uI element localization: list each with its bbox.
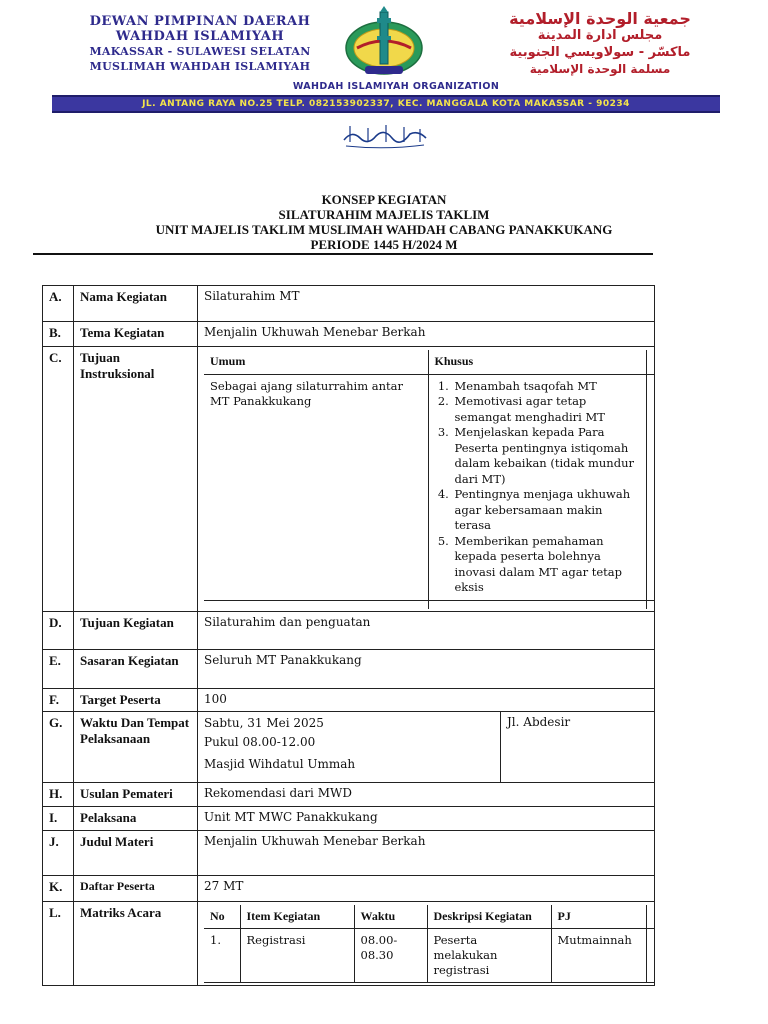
cell-item: Registrasi [240,928,354,982]
spacer-cell [646,600,654,609]
letterhead-right-arabic [490,10,710,78]
tujuan-inner-cell [198,347,655,612]
wahdah-logo-icon [343,6,425,82]
spacer-cell [646,905,654,929]
row-value: Rekomendasi dari MWD [198,782,655,806]
row-key: Tujuan Kegiatan [74,611,198,649]
khusus-item: 5. Memberikan pemahaman kepada peserta bolehnya inovasi dalam MT agar tetap eksis [453,534,640,596]
tujuan-inner-table [204,350,654,609]
row-letter: I. [43,806,74,830]
row-letter: E. [43,649,74,688]
row-letter: G. [43,711,74,782]
arabic-line-4: مسلمة الوحدة الإسلامية [529,62,671,76]
row-target-peserta [43,688,655,711]
address-text: JL. ANTANG RAYA NO.25 TELP. 082153902337, KEC. MANGGALA KOTA MAKASSAR - 90234 [142,99,630,109]
row-letter: F. [43,688,74,711]
umum-header: Umum [204,350,428,374]
row-value: Unit MT MWC Panakkukang [198,806,655,830]
row-letter: C. [43,347,74,612]
spacer-cell [646,350,654,374]
event-time: Pukul 08.00-12.00 [204,734,316,749]
row-letter: K. [43,875,74,901]
row-key: Judul Materi [74,830,198,875]
row-value: Menjalin Ukhuwah Menebar Berkah [198,830,655,875]
letterhead-left [70,14,330,74]
arabic-line-2: مجلس ادارة المدينة [537,28,663,43]
event-date: Sabtu, 31 Mei 2025 [204,715,324,730]
row-key: Nama Kegiatan [74,286,198,322]
event-place: Masjid Wihdatul Ummah [204,756,356,771]
document-title [40,192,728,252]
row-letter: B. [43,322,74,347]
matriks-acara-table [204,905,654,983]
khusus-list [435,379,640,596]
title-line-1: KONSEP KEGIATAN [321,192,447,207]
title-line-4: PERIODE 1445 H/2024 M [310,237,458,252]
spacer-cell [204,600,428,609]
row-key: Tema Kegiatan [74,322,198,347]
khusus-item: 1. Menambah tsaqofah MT [453,379,640,395]
letterhead-line-4: MUSLIMAH WAHDAH ISLAMIYAH [89,60,311,73]
row-judul-materi [43,830,655,875]
col-header-waktu: Waktu [354,905,427,929]
khusus-header: Khusus [428,350,646,374]
row-key: Target Peserta [74,688,198,711]
waktu-tempat-details [198,711,501,782]
col-header-pj: PJ [551,905,646,929]
row-tema-kegiatan [43,322,655,347]
row-key: Usulan Pemateri [74,782,198,806]
khusus-item: 3. Menjelaskan kepada Para Peserta pentingnya istiqomah dalam kebaikan (tidak mundur dari MT) [453,425,640,487]
row-letter: A. [43,286,74,322]
row-letter: J. [43,830,74,875]
tujuan-body-row [204,374,654,600]
khusus-list-cell [428,374,646,600]
logo-org-caption: WAHDAH ISLAMIYAH ORGANIZATION [292,81,500,92]
matriks-header-row [204,905,654,929]
concept-table [42,285,655,986]
khusus-item: 2. Memotivasi agar tetap semangat menghadiri MT [453,394,640,425]
cell-waktu: 08.00-08.30 [354,928,427,982]
letterhead-line-3: MAKASSAR - SULAWESI SELATAN [89,45,311,58]
table-row [204,928,654,982]
title-line-2: SILATURAHIM MAJELIS TAKLIM [278,207,490,222]
row-key: Sasaran Kegiatan [74,649,198,688]
row-key: Tujuan Instruksional [74,347,198,612]
col-header-deskripsi: Deskripsi Kegiatan [427,905,551,929]
row-value: Menjalin Ukhuwah Menebar Berkah [198,322,655,347]
title-line-3: UNIT MAJELIS TAKLIM MUSLIMAH WAHDAH CABANG PANAKKUKANG [155,222,613,237]
row-matriks-acara [43,901,655,985]
spacer-cell [428,600,646,609]
event-address: Jl. Abdesir [501,711,655,782]
row-key: Matriks Acara [74,901,198,985]
row-value: Silaturahim MT [198,286,655,322]
cell-pj: Mutmainnah [551,928,646,982]
row-usulan-pemateri [43,782,655,806]
matriks-cell [198,901,655,985]
cell-no: 1. [204,928,240,982]
row-waktu-tempat [43,711,655,782]
row-key: Waktu Dan Tempat Pelaksanaan [74,711,198,782]
row-tujuan-kegiatan [43,611,655,649]
tujuan-footer-row [204,600,654,609]
tujuan-header-row [204,350,654,374]
row-pelaksana [43,806,655,830]
row-key: Pelaksana [74,806,198,830]
row-letter: H. [43,782,74,806]
letterhead-line-1: DEWAN PIMPINAN DAERAH [89,14,311,29]
row-tujuan-instruksional [43,347,655,612]
umum-text: Sebagai ajang silaturrahim antar MT Panakkukang [204,374,428,600]
col-header-item: Item Kegiatan [240,905,354,929]
row-sasaran-kegiatan [43,649,655,688]
row-letter: L. [43,901,74,985]
spacer-cell [646,374,654,600]
spacer-cell [646,928,654,982]
row-letter: D. [43,611,74,649]
row-daftar-peserta [43,875,655,901]
row-nama-kegiatan [43,286,655,322]
row-value: Silaturahim dan penguatan [198,611,655,649]
letterhead-line-2: WAHDAH ISLAMIYAH [115,29,285,44]
khusus-item: 4. Pentingnya menjaga ukhuwah agar kebersamaan makin terasa [453,487,640,534]
basmala-calligraphy-icon [340,120,430,150]
row-value: 100 [198,688,655,711]
title-underline [33,253,653,255]
arabic-line-1: جمعية الوحدة الإسلامية [509,9,691,28]
address-band [52,95,720,113]
row-value: 27 MT [198,875,655,901]
cell-deskripsi: Peserta melakukan registrasi [427,928,551,982]
row-key: Daftar Peserta [74,875,198,901]
row-value: Seluruh MT Panakkukang [198,649,655,688]
arabic-line-3: ماكسّر - سولاويسي الجنوبية [509,45,691,60]
col-header-no: No [204,905,240,929]
